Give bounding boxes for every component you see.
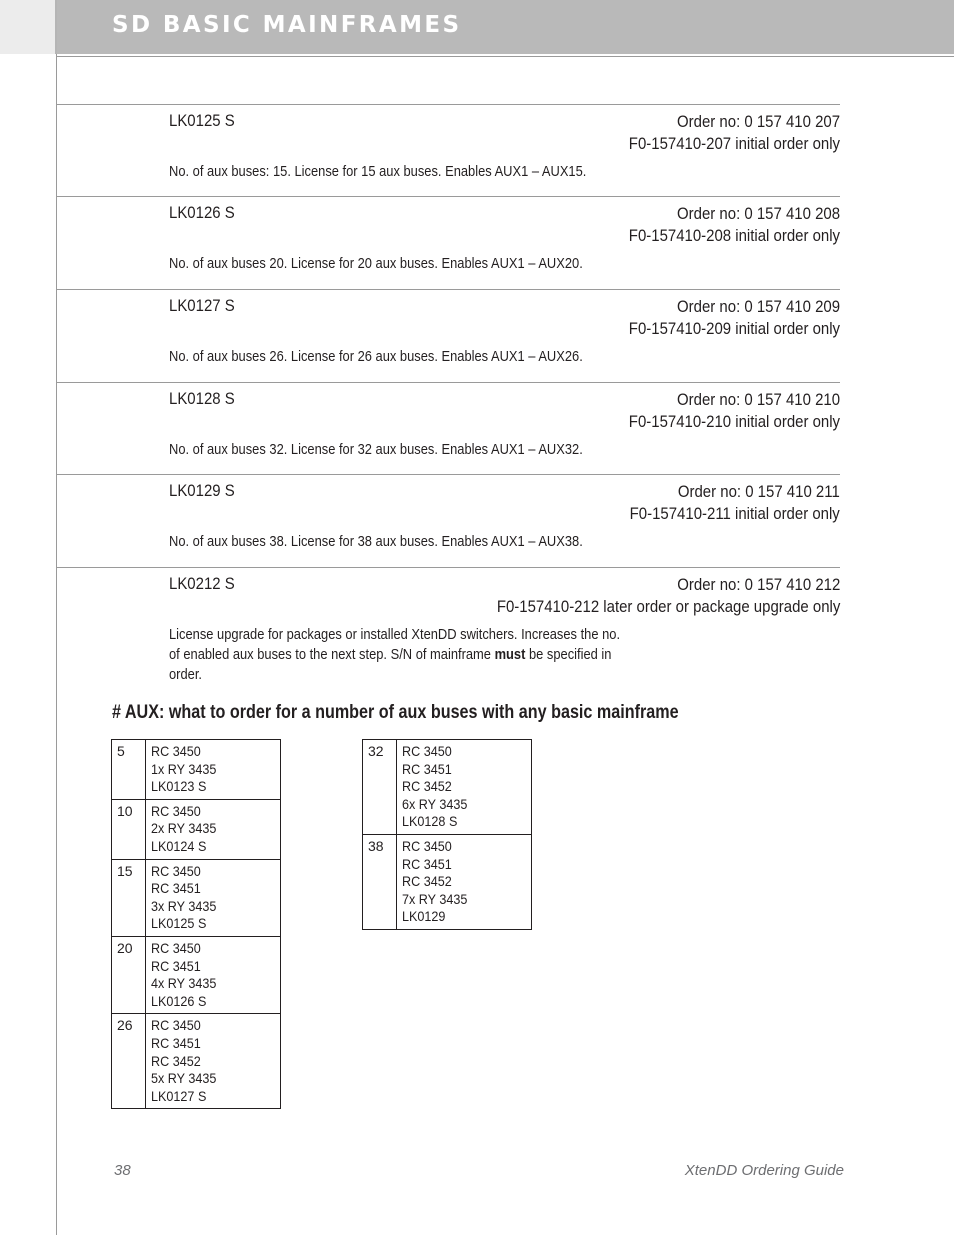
license-code: LK0127 S: [169, 296, 235, 315]
order-item: RC 3452: [402, 873, 452, 890]
aux-bus-count: 15: [112, 859, 146, 936]
description-line: order.: [169, 666, 202, 683]
order-item: LK0125 S: [151, 915, 207, 932]
order-note: F0-157410-207 initial order only: [628, 134, 840, 153]
aux-table-row: [112, 859, 281, 936]
order-item: RC 3452: [151, 1052, 201, 1069]
order-item: LK0129: [402, 908, 446, 925]
license-code: LK0125 S: [169, 111, 235, 130]
aux-table-row: [112, 1014, 281, 1109]
order-item: RC 3450: [151, 743, 201, 759]
order-info: [629, 296, 840, 340]
license-code: LK0129 S: [169, 481, 235, 500]
order-item: RC 3451: [402, 760, 452, 777]
order-item: RC 3451: [151, 957, 201, 974]
license-code: LK0126 S: [169, 203, 235, 222]
guide-title: XtenDD Ordering Guide: [684, 1162, 844, 1179]
aux-bus-count: 5: [112, 740, 146, 800]
aux-table-row: [112, 740, 281, 800]
order-number: Order no: 0 157 410 207: [676, 112, 840, 131]
order-item: LK0124 S: [151, 837, 207, 854]
order-item: RC 3451: [402, 855, 452, 872]
license-entry-lk0125: [57, 104, 840, 197]
order-number: Order no: 0 157 410 208: [676, 204, 840, 223]
order-item: RC 3451: [151, 880, 201, 897]
aux-bus-count: 32: [363, 740, 397, 835]
order-item: RC 3450: [151, 802, 201, 819]
license-entry-lk0126: [57, 196, 840, 290]
license-description: No. of aux buses 20. License for 20 aux buses. Enables AUX1 – AUX20.: [169, 255, 583, 272]
aux-section-heading: # AUX: what to order for a number of aux buses with any basic mainframe: [112, 702, 679, 723]
header-divider: [57, 56, 954, 57]
aux-table-left: [111, 739, 281, 1109]
page-title: SD BASIC MAINFRAMES: [112, 12, 462, 38]
license-entry-lk0127: [57, 289, 840, 383]
description-text: be specified in: [525, 646, 612, 663]
aux-order-items: [146, 1014, 281, 1109]
aux-table-row: [112, 936, 281, 1013]
order-number: Order no: 0 157 410 212: [676, 575, 840, 594]
license-entry-lk0212: [57, 567, 840, 688]
order-item: RC 3450: [402, 837, 452, 854]
order-item: 6x RY 3435: [402, 795, 468, 812]
order-item: RC 3450: [402, 743, 452, 759]
order-info: [630, 481, 840, 525]
aux-order-items: [146, 859, 281, 936]
order-item: 3x RY 3435: [151, 897, 217, 914]
order-item: LK0123 S: [151, 778, 207, 795]
aux-table-right: [362, 739, 532, 930]
order-item: RC 3452: [402, 778, 452, 795]
order-item: 5x RY 3435: [151, 1070, 217, 1087]
order-item: 2x RY 3435: [151, 820, 217, 837]
order-info: [629, 389, 840, 433]
order-note: F0-157410-210 initial order only: [628, 412, 840, 431]
order-note: F0-157410-209 initial order only: [628, 319, 840, 338]
license-description: No. of aux buses 32. License for 32 aux buses. Enables AUX1 – AUX32.: [169, 441, 583, 458]
license-description: No. of aux buses 38. License for 38 aux buses. Enables AUX1 – AUX38.: [169, 533, 583, 550]
license-description: [169, 625, 620, 685]
aux-order-items: [397, 740, 532, 835]
license-entry-lk0129: [57, 474, 840, 568]
order-number: Order no: 0 157 410 211: [678, 482, 840, 501]
order-info: [497, 574, 840, 618]
aux-order-items: [146, 799, 281, 859]
license-description: No. of aux buses: 15. License for 15 aux buses. Enables AUX1 – AUX15.: [169, 163, 587, 180]
order-item: RC 3450: [151, 939, 201, 956]
order-item: RC 3450: [151, 1017, 201, 1034]
description-line: License upgrade for packages or installed XtenDD switchers. Increases the no.: [169, 626, 621, 643]
order-item: 7x RY 3435: [402, 890, 468, 907]
order-number: Order no: 0 157 410 210: [676, 390, 840, 409]
order-note: F0-157410-208 initial order only: [628, 226, 840, 245]
description-emphasis: must: [494, 646, 526, 663]
aux-bus-count: 38: [363, 834, 397, 929]
aux-order-items: [146, 936, 281, 1013]
page-number: 38: [114, 1162, 131, 1179]
order-info: [629, 111, 840, 155]
aux-bus-count: 10: [112, 799, 146, 859]
aux-order-items: [397, 834, 532, 929]
order-item: LK0128 S: [402, 813, 458, 830]
order-item: 4x RY 3435: [151, 975, 217, 992]
aux-table-row: [363, 834, 532, 929]
license-code: LK0128 S: [169, 389, 235, 408]
aux-order-items: [146, 740, 281, 800]
order-note: F0-157410-212 later order or package upgrade only: [496, 597, 840, 616]
aux-table-row: [363, 740, 532, 835]
description-text: of enabled aux buses to the next step. S/N of mainframe: [169, 646, 495, 663]
license-code: LK0212 S: [169, 574, 235, 593]
aux-bus-count: 20: [112, 936, 146, 1013]
order-item: LK0126 S: [151, 992, 207, 1009]
order-item: 1x RY 3435: [151, 760, 217, 777]
order-note: F0-157410-211 initial order only: [629, 504, 840, 523]
aux-bus-count: 26: [112, 1014, 146, 1109]
order-item: RC 3451: [151, 1034, 201, 1051]
order-number: Order no: 0 157 410 209: [676, 297, 840, 316]
aux-table-row: [112, 799, 281, 859]
description-line: [169, 645, 620, 665]
corner-box: [0, 0, 57, 54]
order-info: [629, 203, 840, 247]
order-item: LK0127 S: [151, 1087, 207, 1104]
license-entry-lk0128: [57, 382, 840, 475]
license-description: No. of aux buses 26. License for 26 aux buses. Enables AUX1 – AUX26.: [169, 348, 583, 365]
order-item: RC 3450: [151, 862, 201, 879]
